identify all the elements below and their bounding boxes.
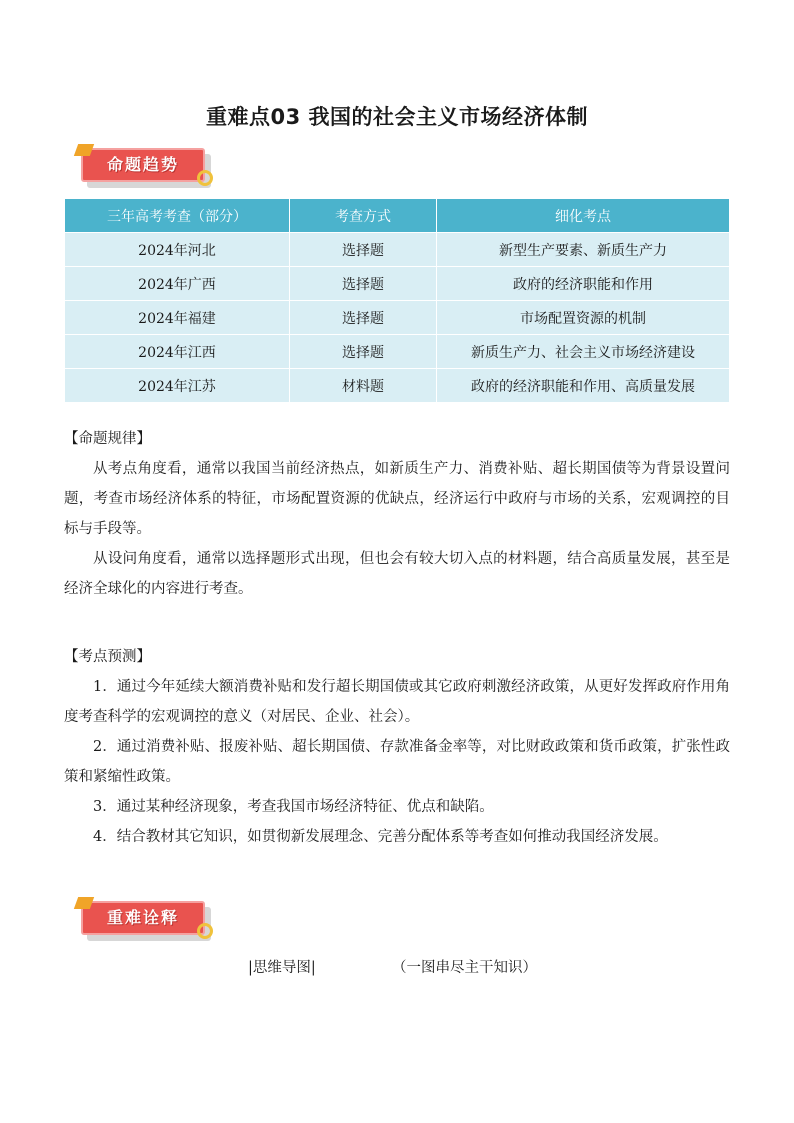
table-row <box>65 335 730 369</box>
table-cell: 2024年江苏 <box>65 369 290 403</box>
forecast-item: 3．通过某种经济现象，考查我国市场经济特征、优点和缺陷。 <box>93 799 494 815</box>
rules-section <box>64 424 730 604</box>
table-cell: 选择题 <box>290 301 437 335</box>
page-title: 重难点03 我国的社会主义市场经济体制 <box>205 105 589 129</box>
column-header: 考查方式 <box>290 199 437 233</box>
table-cell: 新质生产力、社会主义市场经济建设 <box>437 335 730 369</box>
badge-label: 重难诠释 <box>106 908 179 927</box>
trend-table <box>64 198 730 403</box>
column-header: 细化考点 <box>437 199 730 233</box>
badge-label: 命题趋势 <box>106 155 179 174</box>
forecast-item: 1．通过今年延续大额消费补贴和发行超长期国债或其它政府刺激经济政策，从更好发挥政府作用角度考查科学的宏观调控的意义（对居民、企业、社会）。 <box>64 679 730 725</box>
rules-heading: 【命题规律】 <box>64 431 151 447</box>
table-row <box>65 301 730 335</box>
ring-icon <box>197 923 213 939</box>
table-cell: 选择题 <box>290 267 437 301</box>
forecast-item: 4．结合教材其它知识，如贯彻新发展理念、完善分配体系等考查如何推动我国经济发展。 <box>93 829 668 845</box>
mindmap-label: |思维导图| <box>248 960 316 976</box>
table-row <box>65 369 730 403</box>
table-row <box>65 233 730 267</box>
table-cell: 2024年广西 <box>65 267 290 301</box>
table-cell: 市场配置资源的机制 <box>437 301 730 335</box>
table-cell: 选择题 <box>290 335 437 369</box>
forecast-heading: 【考点预测】 <box>64 649 151 665</box>
table-cell: 政府的经济职能和作用、高质量发展 <box>437 369 730 403</box>
table-cell: 新型生产要素、新质生产力 <box>437 233 730 267</box>
explain-badge <box>81 901 215 945</box>
mindmap-note: （一图串尽主干知识） <box>392 960 537 976</box>
table-cell: 政府的经济职能和作用 <box>437 267 730 301</box>
table-cell: 2024年江西 <box>65 335 290 369</box>
table-cell: 2024年河北 <box>65 233 290 267</box>
table-cell: 选择题 <box>290 233 437 267</box>
rules-paragraph: 从设问角度看，通常以选择题形式出现，但也会有较大切入点的材料题，结合高质量发展，甚至是经济全球化的内容进行考查。 <box>64 551 730 597</box>
table-cell: 材料题 <box>290 369 437 403</box>
forecast-section <box>64 642 730 852</box>
trend-badge <box>81 148 215 192</box>
rules-paragraph: 从考点角度看，通常以我国当前经济热点，如新质生产力、消费补贴、超长期国债等为背景设置问题，考查市场经济体系的特征，市场配置资源的优缺点，经济运行中政府与市场的关系，宏观调控的目标与手段等。 <box>64 461 730 537</box>
forecast-item: 2．通过消费补贴、报废补贴、超长期国债、存款准备金率等，对比财政政策和货币政策，扩张性政策和紧缩性政策。 <box>64 739 730 785</box>
table-row <box>65 267 730 301</box>
ring-icon <box>197 170 213 186</box>
column-header: 三年高考考查（部分） <box>65 199 290 233</box>
table-cell: 2024年福建 <box>65 301 290 335</box>
table-header-row <box>65 199 730 233</box>
